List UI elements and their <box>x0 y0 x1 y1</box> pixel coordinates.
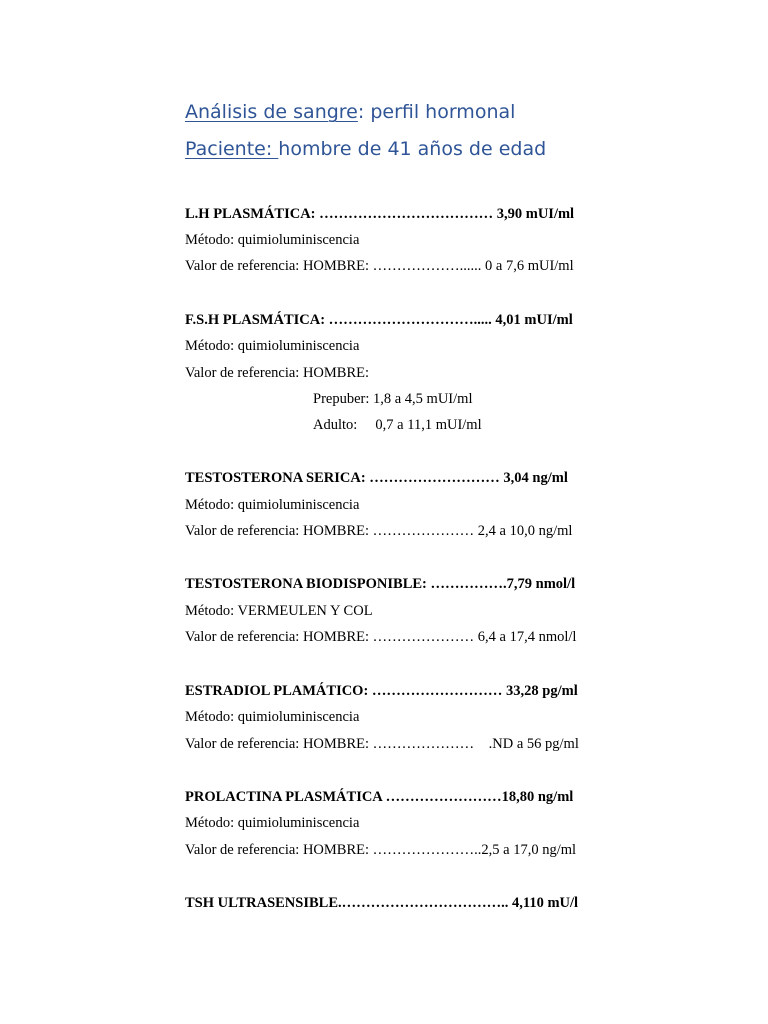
result-method-testosterona-serica: Método: quimioluminiscencia <box>185 497 360 513</box>
title-rest: : perfil hormonal <box>357 101 516 123</box>
result-method-lh: Método: quimioluminiscencia <box>185 232 360 248</box>
result-reference-estradiol: Valor de referencia: HOMBRE: ………………… .ND a 56 pg/ml <box>185 736 579 752</box>
result-method-fsh: Método: quimioluminiscencia <box>185 338 360 354</box>
result-title-lh: L.H PLASMÁTICA: ……………………………… 3,90 mUI/ml <box>185 206 575 222</box>
result-reference-prolactina: Valor de referencia: HOMBRE: …………………..2,5 a 17,0 ng/ml <box>185 842 577 858</box>
result-title-estradiol: ESTRADIOL PLAMÁTICO: ……………………… 33,28 pg/ml <box>185 683 578 699</box>
patient-value: hombre de 41 años de edad <box>278 138 547 160</box>
result-title-prolactina: PROLACTINA PLASMÁTICA ……………………18,80 ng/ml <box>185 789 574 805</box>
result-method-testosterona-biodisponible: Método: VERMEULEN Y COL <box>185 603 373 619</box>
result-method-prolactina: Método: quimioluminiscencia <box>185 815 360 831</box>
result-title-fsh: F.S.H PLASMÁTICA: …………………………..... 4,01 mUI/ml <box>185 312 573 328</box>
result-sub-prepuber: Prepuber: 1,8 a 4,5 mUI/ml <box>313 391 473 407</box>
result-reference-testosterona-biodisponible: Valor de referencia: HOMBRE: ………………… 6,4 a 17,4 nmol/l <box>185 629 577 645</box>
result-reference-testosterona-serica: Valor de referencia: HOMBRE: ………………… 2,4 a 10,0 ng/ml <box>185 523 573 539</box>
result-method-estradiol: Método: quimioluminiscencia <box>185 709 360 725</box>
patient-label: Paciente: <box>185 138 279 160</box>
patient-line <box>185 138 546 160</box>
document-title <box>185 101 515 123</box>
result-title-testosterona-serica: TESTOSTERONA SERICA: ……………………… 3,04 ng/ml <box>185 470 568 486</box>
title-underlined: Análisis de sangre <box>185 101 358 123</box>
result-reference-fsh: Valor de referencia: HOMBRE: <box>185 365 370 381</box>
result-title-testosterona-biodisponible: TESTOSTERONA BIODISPONIBLE: …………….7,79 nmol/l <box>185 576 576 592</box>
result-sub-adulto: Adulto: 0,7 a 11,1 mUI/ml <box>313 417 482 433</box>
result-reference-lh: Valor de referencia: HOMBRE: ………………...... 0 a 7,6 mUI/ml <box>185 258 574 274</box>
result-title-tsh: TSH ULTRASENSIBLE.…………………………….. 4,110 mU/l <box>185 895 579 911</box>
